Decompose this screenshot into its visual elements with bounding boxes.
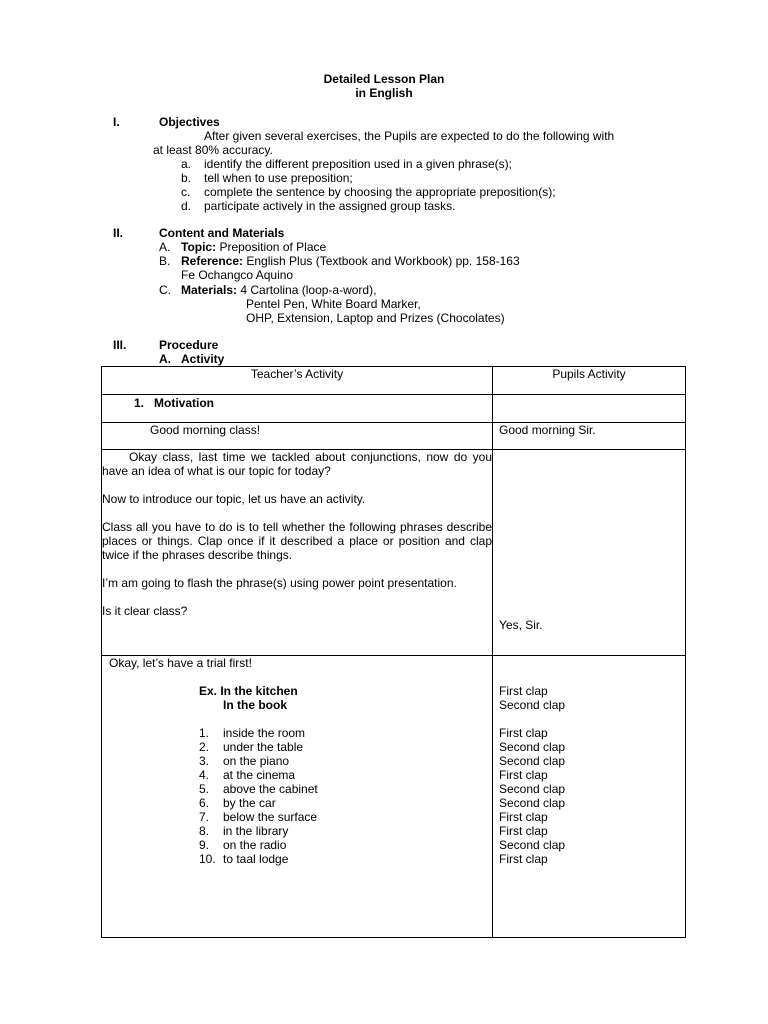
- section-number-content: II.: [113, 226, 124, 240]
- answer-item: First clap: [499, 810, 548, 824]
- objectives-intro-line1: After given several exercises, the Pupils are expected to do the following with: [204, 129, 615, 143]
- objective-letter: b.: [181, 171, 192, 185]
- list-item: 4. at the cinema: [199, 768, 296, 782]
- activity-heading: Activity: [181, 352, 225, 366]
- objective-letter: c.: [181, 185, 191, 199]
- motivation-number: 1.: [134, 396, 145, 410]
- materials-line1: 4 Cartolina (loop-a-word),: [237, 283, 377, 297]
- reference-value: English Plus (Textbook and Workbook) pp. 158-163: [243, 254, 520, 268]
- intro-paragraph: I’m am going to flash the phrase(s) using power point presentation.: [102, 576, 457, 590]
- answer-item: Second clap: [499, 754, 566, 768]
- procedure-heading: Procedure: [159, 338, 219, 352]
- activity-letter: A.: [159, 352, 171, 366]
- motivation-label: Motivation: [154, 396, 214, 410]
- objectives-intro-line2: at least 80% accuracy.: [153, 143, 273, 157]
- materials-line2: Pentel Pen, White Board Marker,: [246, 297, 421, 311]
- table-header-row: [102, 367, 686, 395]
- list-item: 1. inside the room: [199, 726, 306, 740]
- objective-text: identify the different preposition used in a given phrase(s);: [204, 157, 512, 171]
- answer-item: First clap: [499, 852, 548, 866]
- content-heading: Content and Materials: [159, 226, 285, 240]
- objectives-heading: Objectives: [159, 115, 220, 129]
- page-title: Detailed Lesson Plan: [323, 72, 445, 86]
- motivation-pupils-cell: [493, 395, 686, 423]
- list-item: 9. on the radio: [199, 838, 287, 852]
- example-label: Ex. In the kitchen: [199, 684, 298, 698]
- reference-letter: B.: [159, 254, 171, 268]
- objective-letter: d.: [181, 199, 192, 213]
- motivation-row: [102, 395, 686, 423]
- list-item: 8. in the library: [199, 824, 289, 838]
- greeting-row: [102, 423, 686, 450]
- section-number-objectives: I.: [113, 115, 120, 129]
- intro-paragraph: Okay class, last time we tackled about conjunctions, now do you have an idea of what is our topic for today?: [102, 450, 492, 478]
- list-item: 2. under the table: [199, 740, 304, 754]
- introduction-row: [102, 450, 686, 656]
- greeting-teacher: Good morning class!: [150, 423, 261, 437]
- answer-item: Second clap: [499, 796, 566, 810]
- example-answer: First clap: [499, 684, 548, 698]
- materials-line3: OHP, Extension, Laptop and Prizes (Chocolates): [246, 311, 505, 325]
- topic-label: Topic:: [181, 240, 217, 254]
- reference-line: [181, 254, 520, 268]
- materials-letter: C.: [159, 283, 171, 297]
- answer-item: First clap: [499, 768, 548, 782]
- example-answer: Second clap: [499, 698, 566, 712]
- answer-item: Second clap: [499, 838, 566, 852]
- intro-paragraph: Class all you have to do is to tell whether the following phrases describe places or things. Clap once if it described a place or position and clap twice if the phrases describe things.: [102, 520, 492, 562]
- topic-line: [181, 240, 326, 254]
- trial-row: [102, 656, 686, 938]
- header-teacher-activity: Teacher’s Activity: [102, 367, 493, 395]
- section-number-procedure: III.: [113, 338, 127, 352]
- topic-value: Preposition of Place: [216, 240, 327, 254]
- list-item: 10. to taal lodge: [199, 852, 289, 866]
- objective-text: complete the sentence by choosing the appropriate preposition(s);: [204, 185, 556, 199]
- objective-letter: a.: [181, 157, 192, 171]
- greeting-pupils: Good morning Sir.: [499, 423, 596, 437]
- example-label-2: In the book: [223, 698, 287, 712]
- reference-label: Reference:: [181, 254, 244, 268]
- topic-letter: A.: [159, 240, 171, 254]
- materials-label: Materials:: [181, 283, 238, 297]
- answer-item: First clap: [499, 824, 548, 838]
- list-item: 5. above the cabinet: [199, 782, 318, 796]
- list-item: 3. on the piano: [199, 754, 290, 768]
- intro-paragraph: Now to introduce our topic, let us have an activity.: [102, 492, 366, 506]
- intro-question: Is it clear class?: [102, 604, 188, 618]
- list-item: 6. by the car: [199, 796, 276, 810]
- page-subtitle: in English: [355, 86, 413, 100]
- answer-item: First clap: [499, 726, 548, 740]
- trial-intro: Okay, let’s have a trial first!: [109, 656, 252, 670]
- header-pupils-activity: Pupils Activity: [493, 367, 686, 395]
- answer-item: Second clap: [499, 740, 566, 754]
- list-item: 7. below the surface: [199, 810, 318, 824]
- materials-line: [181, 283, 376, 297]
- objective-text: tell when to use preposition;: [204, 171, 353, 185]
- intro-pupils-response: Yes, Sir.: [499, 618, 543, 632]
- answer-item: Second clap: [499, 782, 566, 796]
- activity-table: [101, 366, 686, 938]
- reference-author: Fe Ochangco Aquino: [181, 268, 294, 282]
- objective-text: participate actively in the assigned group tasks.: [204, 199, 456, 213]
